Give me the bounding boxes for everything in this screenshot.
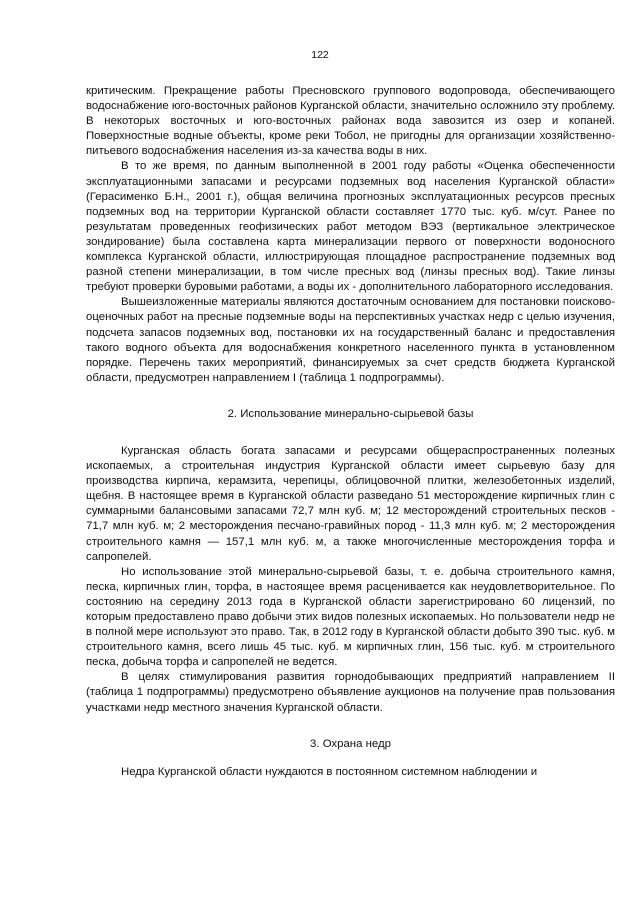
section-heading-3: 3. Охрана недр — [310, 737, 391, 750]
paragraph-7: Недра Курганской области нуждаются в постоянном системном наблюдении и — [121, 765, 538, 778]
paragraph-6: В целях стимулирования развития горнодобывающих предприятий направлением II (таблица 1 подпрограммы) предусмотрено объявление аукционов на получение прав пользования участками недр местного значения Курганской области. — [86, 671, 615, 714]
paragraph-3: Вышеизложенные материалы являются достаточным основанием для постановки поисково-оценочных работ на пресные подземные воды на перспективных участках недр с целью изучения, подсчета запасов подземных вод, постановки их на государственный баланс и предоставления такого водного объекта для водоснабжения конкретного населенного пункта в установленном порядке. Перечень таких мероприятий, финансируемых за счет средств бюджета Курганской области, предусмотрен направлением I (таблица 1 подпрограммы). — [86, 296, 615, 384]
document-body — [86, 84, 615, 780]
paragraph-1: критическим. Прекращение работы Пресновского группового водопровода, обеспечивающего водоснабжение юго-восточных районов Курганской области, значительно осложнило эту проблему. В некоторых восточных и юго-восточных районах вода завозится из озер и копаней. Поверхностные водные объекты, кроме реки Тобол, не пригодны для организации хозяйственно-питьевого водоснабжения населения из-за качества воды в них. — [86, 85, 615, 158]
section-heading-2: 2. Использование минерально-сырьевой базы — [227, 407, 474, 420]
paragraph-5: Но использование этой минерально-сырьевой базы, т. е. добыча строительного камня, песка, кирпичных глин, торфа, в настоящее время расценивается как неудовлетворительное. По состоянию на середину 2013 года в Курганской области зарегистрировано 60 лицензий, по которым предоставлено право добычи этих видов полезных ископаемых. Но пользователи недр не в полной мере используют это право. Так, в 2012 году в Курганской области добыто 390 тыс. куб. м строительного камня, всего лишь 45 тыс. куб. м кирпичных глин, 156 тыс. куб. м строительного песка, добыча торфа и сапропелей не ведется. — [86, 565, 615, 669]
paragraph-2: В то же время, по данным выполненной в 2001 году работы «Оценка обеспеченности эксплуатационными запасами и ресурсами подземных вод населения Курганской области» (Герасименко Б.Н., 2001 г.), общая величина прогнозных эксплуатационных ресурсов пресных подземных вод на территории Курганской области составляет 1770 тыс. куб. м/сут. Ранее по результатам проведенных геофизических работ методом ВЭЗ (вертикальное электрическое зондирование) была составлена карта минерализации первого от поверхности водоносного комплекса Курганской области, иллюстрирующая площадное распространение подземных вод разной степени минерализации, в том числе пресных вод (линзы пресных вод). Такие линзы требуют проверки буровыми работами, а воды их - дополнительного лабораторного исследования. — [86, 160, 615, 294]
paragraph-4: Курганская область богата запасами и ресурсами общераспространенных полезных ископаемых, а строительная индустрия Курганской области имеет сырьевую базу для производства кирпича, керамзита, черепицы, облицовочной плитки, железобетонных изделий, щебня. В настоящее время в Курганской области разведано 51 месторождение кирпичных глин с суммарными балансовыми запасами 72,7 млн куб. м; 12 месторождений строительных песков - 71,7 млн куб. м; 2 месторождения песчано-гравийных пород - 11,3 млн куб. м; 2 месторождения строительного камня — 157,1 млн куб. м, а также многочисленные месторождения торфа и сапропелей. — [86, 444, 615, 563]
page-number: 122 — [311, 49, 329, 61]
